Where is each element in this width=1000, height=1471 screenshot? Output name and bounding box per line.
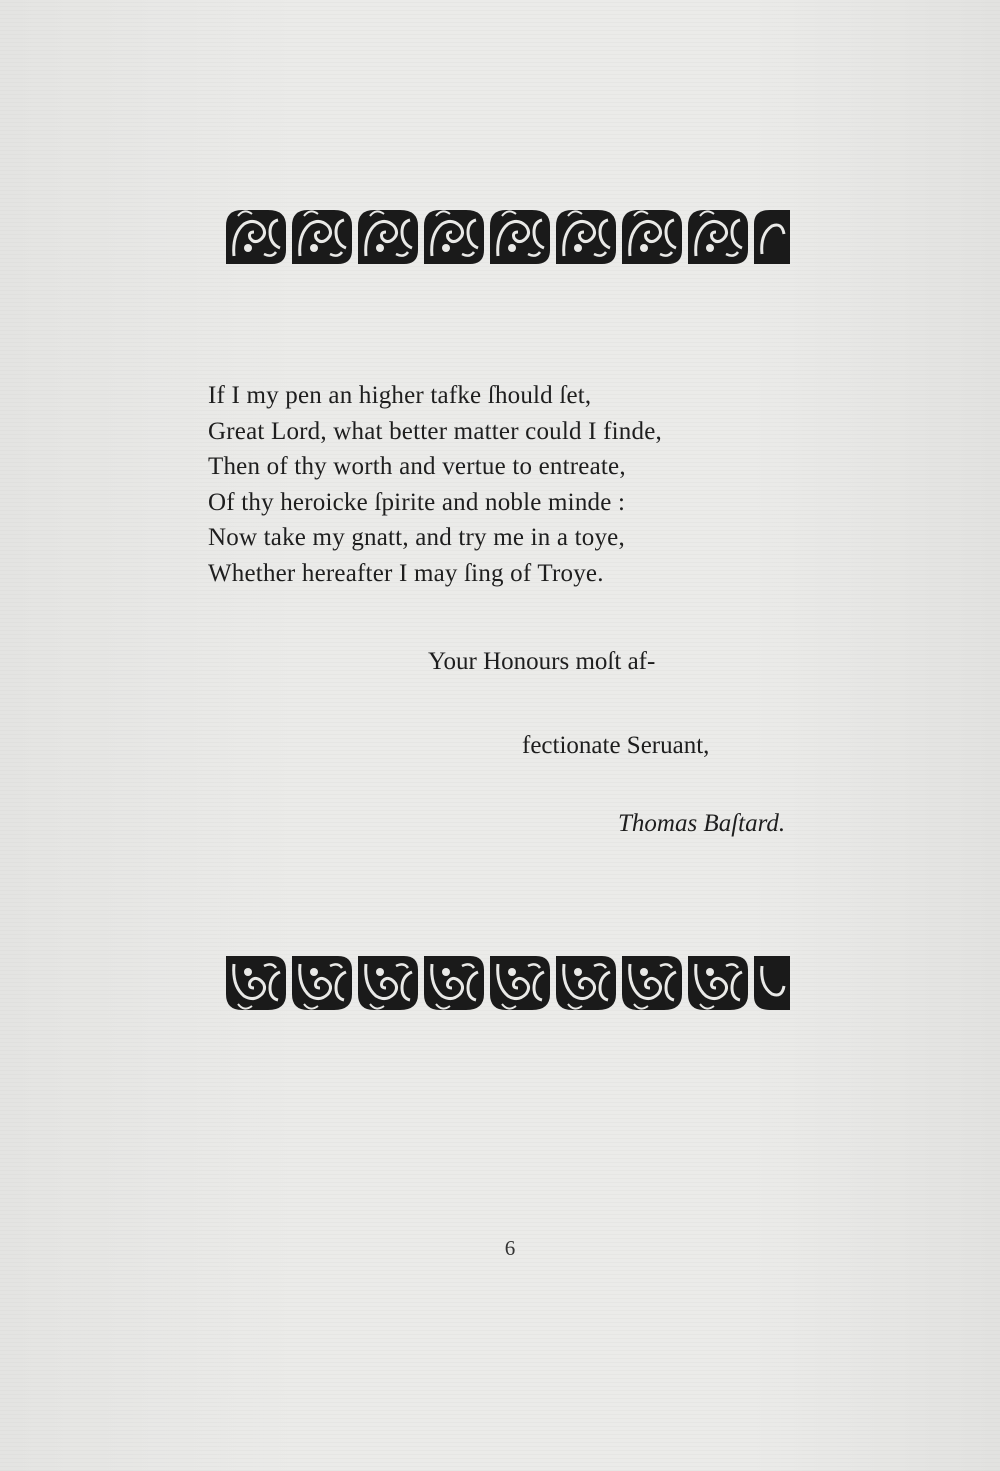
- verse-line: If I my pen an higher tafke ſhould ſet,: [208, 382, 592, 409]
- verse-line: Now take my gnatt, and try me in a toye,: [208, 524, 625, 551]
- closing-line-1: Your Honours moſt af-: [428, 648, 656, 675]
- verse-line: Whether hereafter I may ſing of Troye.: [208, 559, 604, 587]
- verse-line: Of thy heroicke ſpirite and noble minde :: [208, 488, 626, 516]
- closing-line-2: fectionate Seruant,: [522, 732, 710, 759]
- verse-line: Then of thy worth and vertue to entreate,: [208, 453, 626, 480]
- dedication-verse: [208, 378, 828, 591]
- bottom-ornament-band-icon: [224, 952, 794, 1016]
- verse-line: Great Lord, what better matter could I finde,: [208, 417, 662, 445]
- signature: Thomas Baſtard.: [618, 810, 786, 837]
- page-number: 6: [504, 1236, 516, 1260]
- top-ornament-band-icon: [224, 204, 794, 268]
